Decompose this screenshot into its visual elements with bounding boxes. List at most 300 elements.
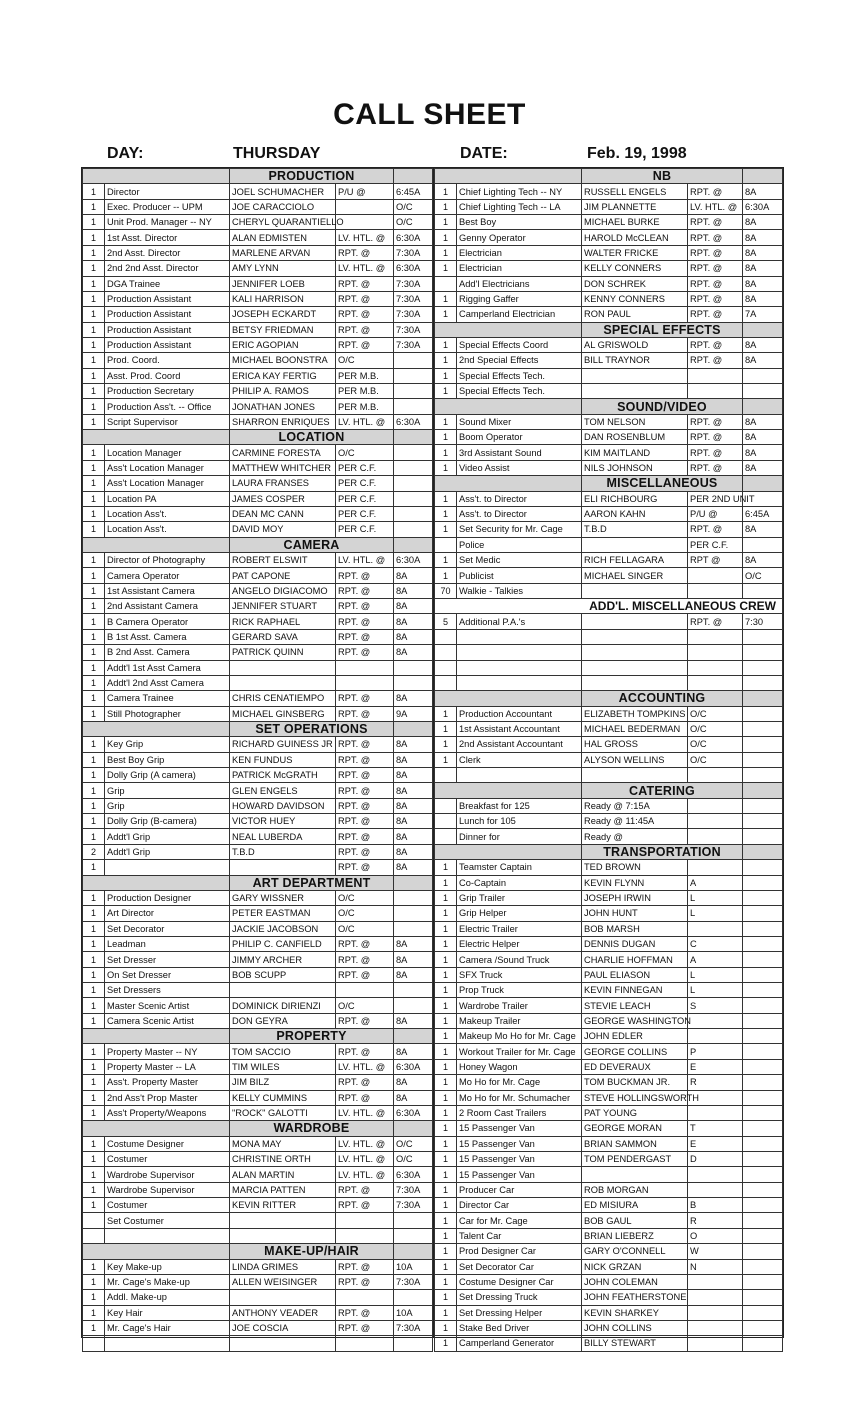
position-cell: 1st Assistant Camera <box>105 583 230 598</box>
call-time-cell <box>394 660 433 675</box>
qty-cell: 1 <box>83 783 105 798</box>
call-type-cell: PER M.B. <box>336 399 394 414</box>
crew-row <box>83 890 433 905</box>
name-cell: ROB MORGAN <box>582 1182 688 1197</box>
position-cell: Camperland Electrician <box>457 307 582 322</box>
name-cell <box>582 645 688 660</box>
crew-row <box>435 230 783 245</box>
qty-cell: 2 <box>83 844 105 859</box>
call-type-cell: P <box>688 1044 743 1059</box>
qty-cell: 1 <box>435 952 457 967</box>
call-time-cell <box>743 1044 783 1059</box>
qty-cell: 1 <box>435 291 457 306</box>
position-cell: Unit Prod. Manager -- NY <box>105 215 230 230</box>
name-cell: BETSY FRIEDMAN <box>230 322 336 337</box>
call-time-cell <box>743 675 783 690</box>
crew-row <box>83 1336 433 1351</box>
crew-row <box>435 1044 783 1059</box>
crew-row <box>435 184 783 199</box>
call-type-cell: RPT. @ <box>688 614 743 629</box>
crew-row <box>83 399 433 414</box>
crew-row <box>435 445 783 460</box>
call-type-cell: O/C <box>688 752 743 767</box>
name-cell: KEVIN RITTER <box>230 1198 336 1213</box>
qty-cell: 1 <box>83 952 105 967</box>
position-cell: Addt'l 2nd Asst Camera <box>105 675 230 690</box>
call-type-cell <box>336 1213 394 1228</box>
name-cell <box>582 629 688 644</box>
qty-cell: 1 <box>83 906 105 921</box>
call-type-cell: RPT. @ <box>336 645 394 660</box>
call-type-cell <box>688 921 743 936</box>
crew-row <box>83 522 433 537</box>
name-cell: ERICA KAY FERTIG <box>230 368 336 383</box>
call-type-cell: RPT. @ <box>688 353 743 368</box>
name-cell: KEN FUNDUS <box>230 752 336 767</box>
call-time-cell: 8A <box>743 414 783 429</box>
name-cell: T.B.D <box>582 522 688 537</box>
qty-cell: 1 <box>435 1152 457 1167</box>
call-type-cell: PER 2ND UNIT <box>688 491 743 506</box>
name-cell: LAURA FRANSES <box>230 476 336 491</box>
call-time-cell <box>743 1075 783 1090</box>
position-cell: 2nd Ass't Prop Master <box>105 1090 230 1105</box>
qty-cell: 1 <box>83 921 105 936</box>
name-cell <box>582 368 688 383</box>
qty-cell: 1 <box>83 1044 105 1059</box>
position-cell: Genny Operator <box>457 230 582 245</box>
qty-cell: 1 <box>83 399 105 414</box>
position-cell: Wardrobe Supervisor <box>105 1167 230 1182</box>
call-time-cell: 10A <box>394 1305 433 1320</box>
call-type-cell: O/C <box>336 998 394 1013</box>
crew-row <box>435 814 783 829</box>
qty-cell: 1 <box>435 890 457 905</box>
position-cell: Master Scenic Artist <box>105 998 230 1013</box>
call-time-cell: 8A <box>394 768 433 783</box>
call-time-cell: 8A <box>394 629 433 644</box>
call-type-cell: LV. HTL. @ <box>336 414 394 429</box>
position-cell: Asst. Prod. Coord <box>105 368 230 383</box>
crew-row <box>83 307 433 322</box>
crew-row <box>83 1290 433 1305</box>
position-cell: Video Assist <box>457 460 582 475</box>
name-cell: GLEN ENGELS <box>230 783 336 798</box>
call-time-cell <box>743 829 783 844</box>
qty-cell: 1 <box>435 875 457 890</box>
position-cell: Mo Ho for Mr. Cage <box>457 1075 582 1090</box>
section-header: MISCELLANEOUS <box>582 476 743 491</box>
call-type-cell <box>688 1182 743 1197</box>
call-time-cell <box>743 537 783 552</box>
call-sheet-grid <box>81 167 784 1349</box>
crew-row <box>435 353 783 368</box>
name-cell: Ready @ 7:15A <box>582 798 688 813</box>
call-type-cell: O/C <box>688 737 743 752</box>
qty-cell: 1 <box>435 860 457 875</box>
call-time-cell: 7A <box>743 307 783 322</box>
section-header-row <box>83 537 433 552</box>
call-type-cell: A <box>688 875 743 890</box>
position-cell: Production Assistant <box>105 337 230 352</box>
call-type-cell <box>688 568 743 583</box>
call-type-cell <box>688 860 743 875</box>
position-cell: Production Accountant <box>457 706 582 721</box>
page-title: CALL SHEET <box>333 98 526 131</box>
call-type-cell <box>688 1013 743 1028</box>
name-cell: CHRISTINE ORTH <box>230 1152 336 1167</box>
position-cell: B 1st Asst. Camera <box>105 629 230 644</box>
crew-row <box>83 276 433 291</box>
call-type-cell: RPT. @ <box>336 798 394 813</box>
call-type-cell: O/C <box>688 706 743 721</box>
header-spacer <box>743 844 783 859</box>
header-spacer <box>435 783 582 798</box>
position-cell: Car for Mr. Cage <box>457 1213 582 1228</box>
position-cell: Costume Designer <box>105 1136 230 1151</box>
qty-cell: 1 <box>435 1182 457 1197</box>
qty-cell: 1 <box>435 737 457 752</box>
qty-cell: 1 <box>83 245 105 260</box>
crew-row <box>435 1105 783 1120</box>
position-cell <box>457 768 582 783</box>
position-cell: Breakfast for 125 <box>457 798 582 813</box>
call-time-cell <box>394 890 433 905</box>
call-type-cell: RPT. @ <box>336 568 394 583</box>
call-type-cell: PER C.F. <box>336 506 394 521</box>
qty-cell: 1 <box>83 414 105 429</box>
crew-row <box>435 875 783 890</box>
name-cell: CHERYL QUARANTIELLO <box>230 215 336 230</box>
position-cell: 2nd Assistant Camera <box>105 599 230 614</box>
qty-cell: 1 <box>83 1259 105 1274</box>
qty-cell: 1 <box>83 1198 105 1213</box>
name-cell: ALAN MARTIN <box>230 1167 336 1182</box>
section-header-row <box>435 322 783 337</box>
qty-cell <box>435 814 457 829</box>
crew-row <box>435 737 783 752</box>
qty-cell: 1 <box>83 798 105 813</box>
name-cell: ALAN EDMISTEN <box>230 230 336 245</box>
crew-row <box>83 967 433 982</box>
crew-row <box>435 675 783 690</box>
name-cell: BRIAN LIEBERZ <box>582 1228 688 1243</box>
call-time-cell: 8A <box>394 967 433 982</box>
position-cell: Ass't Location Manager <box>105 460 230 475</box>
qty-cell: 1 <box>435 721 457 736</box>
position-cell: Dinner for <box>457 829 582 844</box>
call-time-cell <box>743 1105 783 1120</box>
name-cell: JENNIFER STUART <box>230 599 336 614</box>
call-type-cell: RPT. @ <box>336 1305 394 1320</box>
header-spacer <box>83 721 230 736</box>
misc-header-row <box>435 599 783 614</box>
crew-row <box>435 384 783 399</box>
header-spacer <box>743 476 783 491</box>
position-cell: Location Manager <box>105 445 230 460</box>
position-cell: 15 Passenger Van <box>457 1167 582 1182</box>
qty-cell: 1 <box>435 506 457 521</box>
name-cell: KENNY CONNERS <box>582 291 688 306</box>
header-spacer <box>435 399 582 414</box>
name-cell: KIM MAITLAND <box>582 445 688 460</box>
position-cell: Workout Trailer for Mr. Cage <box>457 1044 582 1059</box>
crew-row <box>83 614 433 629</box>
header-spacer <box>394 169 433 184</box>
crew-row <box>83 414 433 429</box>
call-time-cell: 8A <box>394 752 433 767</box>
call-type-cell: W <box>688 1244 743 1259</box>
call-time-cell: 8A <box>394 737 433 752</box>
crew-row <box>435 1290 783 1305</box>
name-cell: ALLEN WEISINGER <box>230 1274 336 1289</box>
crew-row <box>435 552 783 567</box>
qty-cell: 1 <box>435 967 457 982</box>
name-cell: KELLY CUMMINS <box>230 1090 336 1105</box>
name-cell <box>582 583 688 598</box>
position-cell: 2 Room Cast Trailers <box>457 1105 582 1120</box>
call-type-cell: RPT. @ <box>688 291 743 306</box>
call-type-cell: T <box>688 1121 743 1136</box>
name-cell <box>582 537 688 552</box>
crew-row <box>83 860 433 875</box>
position-cell: Dolly Grip (A camera) <box>105 768 230 783</box>
crew-row <box>83 645 433 660</box>
name-cell: BOB SCUPP <box>230 967 336 982</box>
name-cell: HAROLD McCLEAN <box>582 230 688 245</box>
qty-cell: 1 <box>435 921 457 936</box>
crew-row <box>83 1152 433 1167</box>
day-value: THURSDAY <box>233 145 321 162</box>
crew-row <box>435 414 783 429</box>
name-cell: JAMES COSPER <box>230 491 336 506</box>
position-cell: Production Assistant <box>105 322 230 337</box>
qty-cell: 1 <box>435 1274 457 1289</box>
crew-row <box>83 829 433 844</box>
header-spacer <box>83 169 230 184</box>
call-type-cell: RPT. @ <box>688 261 743 276</box>
crew-row <box>435 1213 783 1228</box>
call-type-cell: P/U @ <box>688 506 743 521</box>
left-column <box>82 168 434 1337</box>
call-time-cell: 6:30A <box>394 552 433 567</box>
call-time-cell: 7:30A <box>394 1198 433 1213</box>
crew-row <box>435 1059 783 1074</box>
section-header: CATERING <box>582 783 743 798</box>
call-time-cell <box>743 1013 783 1028</box>
crew-row <box>83 737 433 752</box>
call-type-cell: RPT. @ <box>688 184 743 199</box>
qty-cell: 1 <box>435 936 457 951</box>
call-type-cell: RPT. @ <box>336 1259 394 1274</box>
qty-cell: 1 <box>435 1105 457 1120</box>
header-spacer <box>435 844 582 859</box>
name-cell <box>582 614 688 629</box>
call-time-cell <box>394 384 433 399</box>
qty-cell <box>435 768 457 783</box>
crew-row <box>83 583 433 598</box>
section-header-row <box>83 875 433 890</box>
section-header-row <box>435 691 783 706</box>
position-cell: B 2nd Asst. Camera <box>105 645 230 660</box>
call-type-cell: RPT. @ <box>336 967 394 982</box>
crew-row <box>435 1320 783 1335</box>
name-cell: GEORGE WASHINGTON <box>582 1013 688 1028</box>
crew-row <box>435 583 783 598</box>
header-spacer <box>743 399 783 414</box>
position-cell <box>457 645 582 660</box>
name-cell: ED DEVERAUX <box>582 1059 688 1074</box>
position-cell: 3rd Assistant Sound <box>457 445 582 460</box>
call-time-cell <box>394 353 433 368</box>
qty-cell: 1 <box>435 552 457 567</box>
name-cell <box>582 660 688 675</box>
qty-cell: 1 <box>83 1013 105 1028</box>
call-time-cell: O/C <box>394 1136 433 1151</box>
crew-row <box>435 1336 783 1351</box>
position-cell: Camera /Sound Truck <box>457 952 582 967</box>
name-cell: GARY WISSNER <box>230 890 336 905</box>
name-cell: PAT CAPONE <box>230 568 336 583</box>
call-time-cell <box>394 906 433 921</box>
call-type-cell: RPT. @ <box>688 215 743 230</box>
qty-cell: 1 <box>435 1121 457 1136</box>
name-cell: TED BROWN <box>582 860 688 875</box>
position-cell: Electrician <box>457 245 582 260</box>
name-cell: PHILIP A. RAMOS <box>230 384 336 399</box>
name-cell: GARY O'CONNELL <box>582 1244 688 1259</box>
call-time-cell: 6:45A <box>743 506 783 521</box>
call-type-cell <box>688 368 743 383</box>
call-time-cell <box>394 491 433 506</box>
position-cell: SFX Truck <box>457 967 582 982</box>
name-cell: PAT YOUNG <box>582 1105 688 1120</box>
qty-cell: 1 <box>83 1152 105 1167</box>
crew-row <box>435 967 783 982</box>
qty-cell: 1 <box>435 1013 457 1028</box>
qty-cell: 1 <box>435 1320 457 1335</box>
call-type-cell <box>688 675 743 690</box>
position-cell: Prop Truck <box>457 983 582 998</box>
position-cell: Production Assistant <box>105 291 230 306</box>
call-type-cell <box>688 798 743 813</box>
header-spacer <box>83 1029 230 1044</box>
position-cell: Director Car <box>457 1198 582 1213</box>
crew-row <box>435 706 783 721</box>
position-cell: Addt'l 1st Asst Camera <box>105 660 230 675</box>
call-time-cell <box>743 721 783 736</box>
section-header-row <box>435 476 783 491</box>
qty-cell: 1 <box>83 660 105 675</box>
crew-row <box>435 1013 783 1028</box>
position-cell <box>457 660 582 675</box>
call-type-cell <box>688 645 743 660</box>
qty-cell: 1 <box>83 460 105 475</box>
name-cell <box>582 1167 688 1182</box>
call-time-cell: 6:45A <box>394 184 433 199</box>
crew-row <box>83 199 433 214</box>
position-cell: Set Decorator <box>105 921 230 936</box>
name-cell: CARMINE FORESTA <box>230 445 336 460</box>
name-cell: SHARRON ENRIQUES <box>230 414 336 429</box>
qty-cell: 1 <box>83 476 105 491</box>
qty-cell: 1 <box>435 1059 457 1074</box>
call-time-cell: 7:30A <box>394 307 433 322</box>
call-time-cell: 8A <box>743 215 783 230</box>
qty-cell <box>83 1213 105 1228</box>
qty-cell: 1 <box>83 1105 105 1120</box>
crew-row <box>83 353 433 368</box>
position-cell: Special Effects Tech. <box>457 368 582 383</box>
name-cell: KELLY CONNERS <box>582 261 688 276</box>
day-label: DAY: <box>107 145 144 162</box>
right-crew-table <box>434 168 783 1352</box>
call-type-cell <box>688 629 743 644</box>
call-time-cell <box>743 1228 783 1243</box>
qty-cell: 1 <box>83 1090 105 1105</box>
section-header-row <box>83 1244 433 1259</box>
name-cell: ANTHONY VEADER <box>230 1305 336 1320</box>
qty-cell: 1 <box>83 614 105 629</box>
name-cell: MARCIA PATTEN <box>230 1182 336 1197</box>
name-cell: Ready @ 11:45A <box>582 814 688 829</box>
section-header: NB <box>582 169 743 184</box>
call-type-cell: RPT. @ <box>688 522 743 537</box>
call-type-cell: PER C.F. <box>336 460 394 475</box>
section-header-row <box>435 169 783 184</box>
call-time-cell <box>743 629 783 644</box>
call-type-cell: O/C <box>336 921 394 936</box>
crew-row <box>435 1198 783 1213</box>
qty-cell: 1 <box>83 522 105 537</box>
name-cell: AARON KAHN <box>582 506 688 521</box>
qty-cell: 1 <box>83 199 105 214</box>
crew-row <box>83 691 433 706</box>
call-time-cell <box>743 1320 783 1335</box>
name-cell: DAVID MOY <box>230 522 336 537</box>
call-type-cell <box>336 660 394 675</box>
call-time-cell: O/C <box>394 199 433 214</box>
header-spacer <box>435 691 582 706</box>
left-crew-table <box>82 168 433 1352</box>
position-cell: Best Boy <box>457 215 582 230</box>
position-cell: Co-Captain <box>457 875 582 890</box>
crew-row <box>83 629 433 644</box>
qty-cell: 1 <box>83 936 105 951</box>
qty-cell: 1 <box>83 675 105 690</box>
qty-cell: 1 <box>83 445 105 460</box>
call-type-cell: LV. HTL. @ <box>336 230 394 245</box>
call-time-cell <box>394 998 433 1013</box>
qty-cell: 1 <box>83 998 105 1013</box>
call-time-cell: 7:30A <box>394 1320 433 1335</box>
qty-cell: 1 <box>435 1228 457 1243</box>
section-header-row <box>83 1121 433 1136</box>
crew-row <box>435 522 783 537</box>
call-type-cell <box>688 384 743 399</box>
position-cell: Grip Trailer <box>457 890 582 905</box>
call-time-cell <box>743 752 783 767</box>
position-cell: 2nd Asst. Director <box>105 245 230 260</box>
call-time-cell <box>743 983 783 998</box>
call-time-cell <box>743 1152 783 1167</box>
crew-row <box>435 1182 783 1197</box>
call-time-cell <box>743 583 783 598</box>
name-cell: MATTHEW WHITCHER <box>230 460 336 475</box>
right-column <box>434 168 783 1349</box>
call-time-cell: 8A <box>394 952 433 967</box>
qty-cell: 1 <box>83 322 105 337</box>
